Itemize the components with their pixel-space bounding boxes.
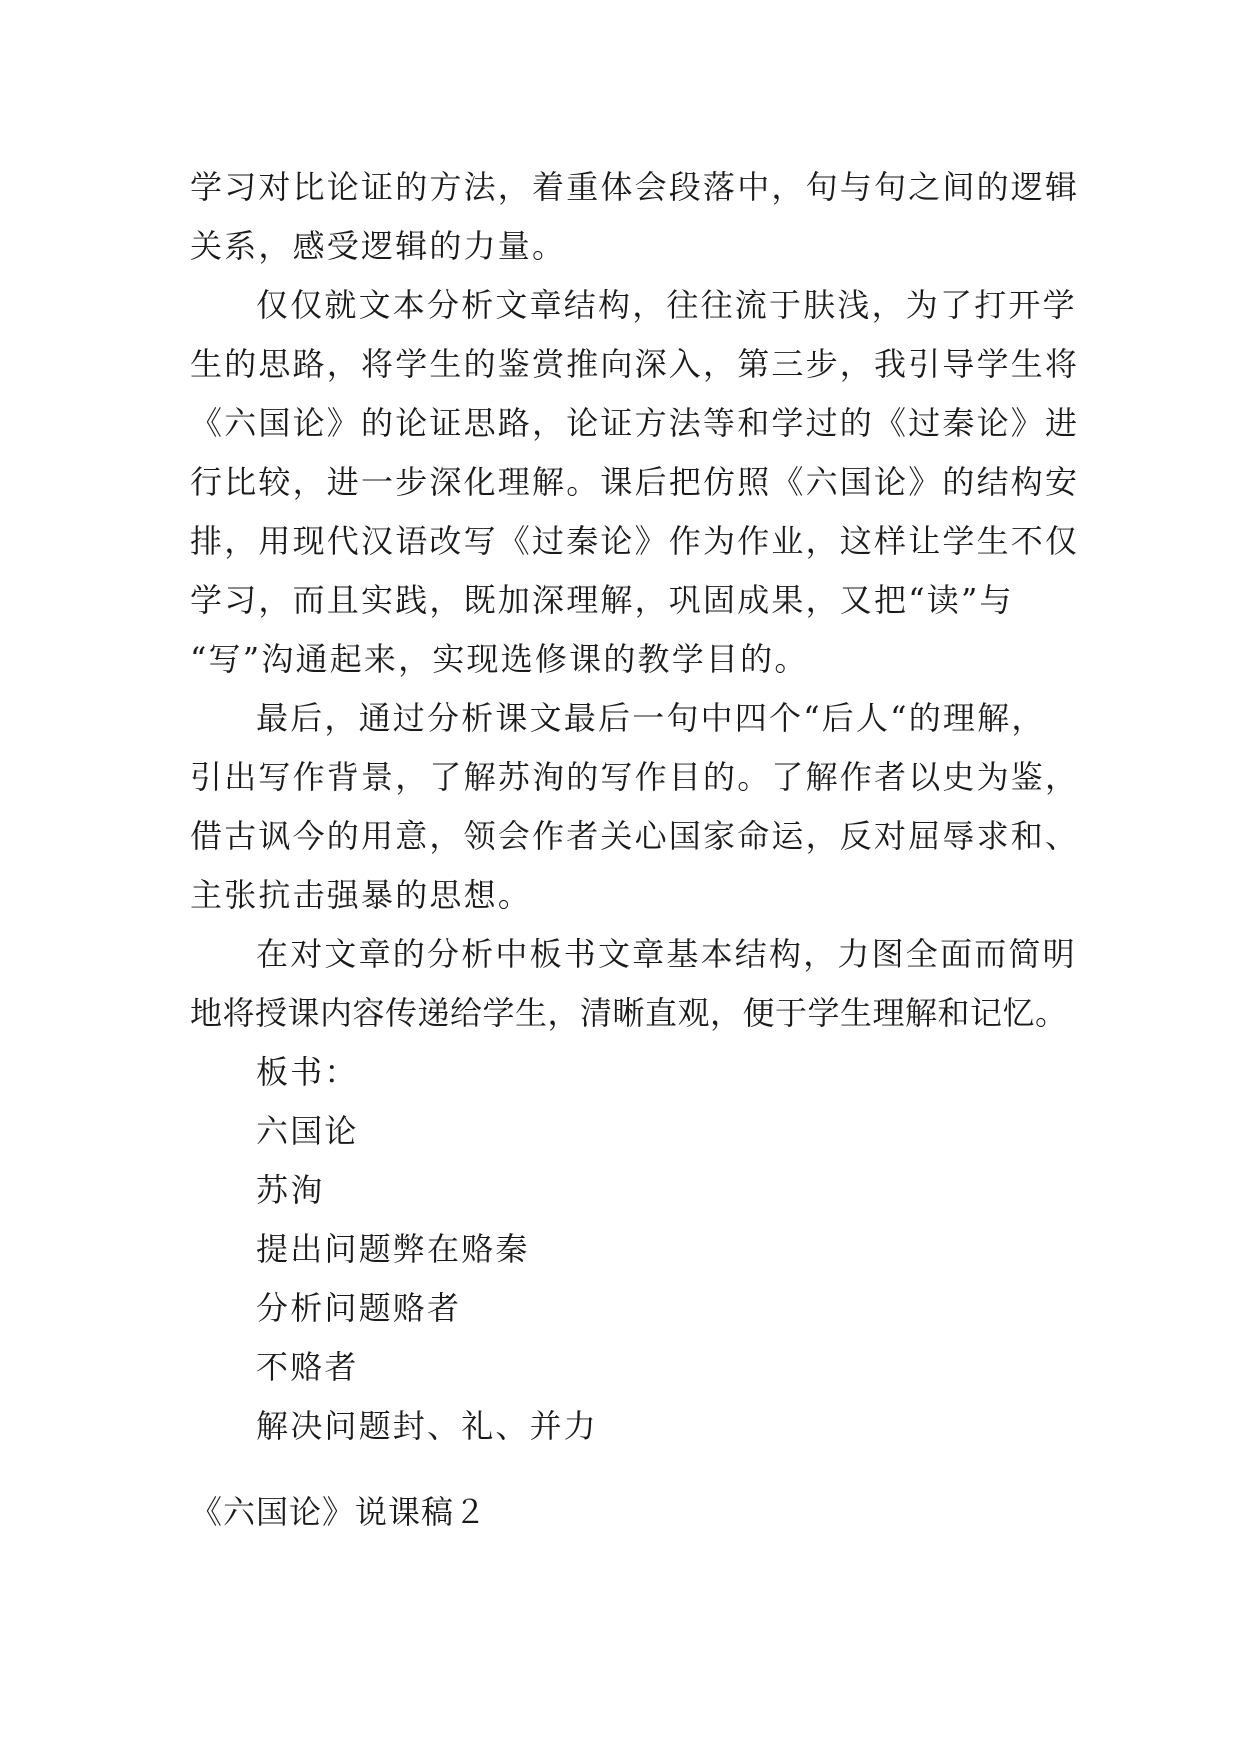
board-label: 板书：	[256, 1053, 359, 1091]
board-line: 不赂者	[256, 1348, 359, 1386]
paragraph-line: 引出写作背景，了解苏洵的写作目的。了解作者以史为鉴，	[190, 758, 1080, 796]
board-line: 解决问题封、礼、并力	[256, 1407, 599, 1445]
board-line: 提出问题弊在赂秦	[256, 1230, 530, 1268]
paragraph-line: “写”沟通起来，实现选修课的教学目的。	[190, 640, 809, 678]
board-line: 六国论	[256, 1112, 359, 1150]
paragraph-line: 排，用现代汉语改写《过秦论》作为作业，这样让学生不仅	[190, 522, 1080, 560]
paragraph-line: 《六国论》的论证思路，论证方法等和学过的《过秦论》进	[190, 404, 1080, 442]
paragraph-line: 行比较，进一步深化理解。课后把仿照《六国论》的结构安	[190, 463, 1080, 501]
paragraph-line: 生的思路，将学生的鉴赏推向深入，第三步，我引导学生将	[190, 345, 1080, 383]
paragraph-line: 借古讽今的用意，领会作者关心国家命运，反对屈辱求和、	[190, 817, 1080, 855]
paragraph-line: 主张抗击强暴的思想。	[190, 876, 533, 914]
paragraph-line: 在对文章的分析中板书文章基本结构，力图全面而简明	[256, 935, 1077, 973]
paragraph-line: 仅仅就文本分析文章结构，往往流于肤浅，为了打开学	[256, 286, 1077, 324]
paragraph-line: 关系，感受逻辑的力量。	[190, 227, 567, 265]
paragraph-line: 学习对比论证的方法，着重体会段落中，句与句之间的逻辑	[190, 168, 1080, 206]
section-heading: 《六国论》说课稿２	[190, 1493, 488, 1531]
paragraph-line: 地将授课内容传递给学生，清晰直观，便于学生理解和记忆。	[190, 994, 1068, 1032]
board-line: 苏洵	[256, 1171, 325, 1209]
paragraph-line: 学习，而且实践，既加深理解，巩固成果，又把“读”与	[190, 581, 1014, 619]
paragraph-line: 最后，通过分析课文最后一句中四个“后人“的理解，	[256, 699, 1046, 737]
board-line: 分析问题赂者	[256, 1289, 462, 1327]
